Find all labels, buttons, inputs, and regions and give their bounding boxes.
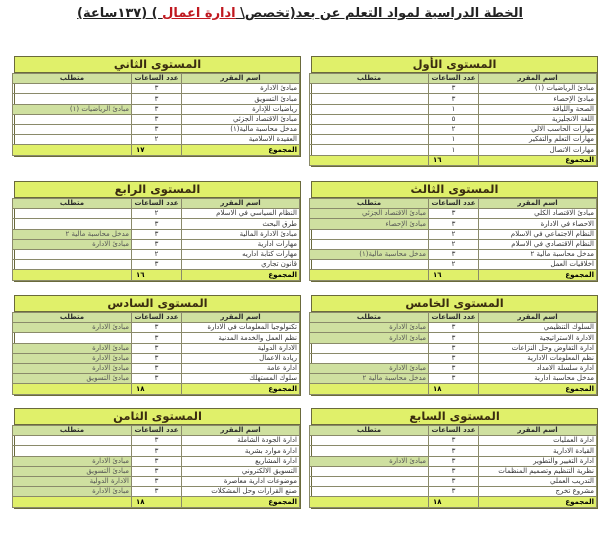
total-row	[310, 384, 597, 394]
course-prereq-cell	[310, 476, 429, 486]
total-value: ١٨	[429, 384, 479, 394]
table-row	[13, 124, 300, 134]
title-highlight: ادارة اعمال	[162, 6, 236, 21]
course-name-cell: تكنولوجيا المعلومات في الادارة	[182, 323, 300, 333]
course-name-cell: اللغة الانجليزية	[479, 114, 597, 124]
course-prereq-cell: مبادئ الرياضيات (١)	[13, 104, 132, 114]
course-prereq-cell	[310, 229, 429, 239]
course-name-cell: مبادئ الاقتصاد الكلي	[479, 209, 597, 219]
course-prereq-cell	[310, 135, 429, 145]
course-prereq-cell: مبادئ الادارة	[310, 456, 429, 466]
course-prereq-cell	[13, 135, 132, 145]
course-name-cell: موضوعات ادارية معاصرة	[182, 476, 300, 486]
course-prereq-cell	[310, 260, 429, 270]
course-hours-cell: ٣	[132, 94, 182, 104]
total-spacer	[13, 270, 132, 280]
course-name-cell: مدخل محاسبة ادارية	[479, 374, 597, 384]
course-prereq-cell: مبادئ الادارة	[13, 353, 132, 363]
table-row	[310, 343, 597, 353]
table-row	[13, 114, 300, 124]
total-spacer	[310, 497, 429, 507]
course-name-cell: الصحة واللياقة	[479, 104, 597, 114]
table-row	[310, 94, 597, 104]
table-row	[310, 260, 597, 270]
course-hours-cell: ٣	[429, 476, 479, 486]
table-row	[13, 135, 300, 145]
course-prereq-cell: مبادئ التسويق	[13, 466, 132, 476]
course-hours-cell: ٣	[429, 219, 479, 229]
table-header-row	[310, 426, 597, 436]
course-prereq-cell	[13, 219, 132, 229]
table-row	[310, 466, 597, 476]
course-name-cell: الاحصاء في الادارة	[479, 219, 597, 229]
table-header-row	[310, 74, 597, 84]
header-course-name: اسم المقرر	[182, 313, 300, 323]
table-row	[310, 363, 597, 373]
total-label: المجموع	[182, 384, 300, 394]
header-hours: عدد الساعات	[429, 199, 479, 209]
course-name-cell: مهارات كتابة اداريه	[182, 249, 300, 259]
course-hours-cell: ٣	[132, 343, 182, 353]
level-title: المستوى الثاني	[15, 57, 300, 73]
total-spacer	[310, 155, 429, 165]
course-hours-cell: ٣	[132, 466, 182, 476]
course-name-cell: ادارة موارد بشرية	[182, 446, 300, 456]
level-panel-seventh	[311, 408, 598, 509]
header-prerequisite: متطلب	[310, 426, 429, 436]
course-hours-cell: ٢	[132, 135, 182, 145]
header-hours: عدد الساعات	[429, 426, 479, 436]
course-name-cell: مبادئ الادارة	[182, 84, 300, 94]
table-row	[310, 239, 597, 249]
course-name-cell: مبادئ الاقتصاد الجزئي	[182, 114, 300, 124]
courses-table	[309, 425, 597, 508]
course-prereq-cell: مبادئ الادارة	[310, 333, 429, 343]
course-hours-cell: ٣	[429, 353, 479, 363]
title-suffix: ) (١٣٧ساعة)	[77, 6, 163, 21]
level-title: المستوى السابع	[312, 409, 597, 425]
course-hours-cell: ٣	[132, 219, 182, 229]
course-prereq-cell	[13, 209, 132, 219]
total-spacer	[13, 497, 132, 507]
table-row	[310, 124, 597, 134]
table-header-row	[13, 313, 300, 323]
course-hours-cell: ٣	[132, 456, 182, 466]
course-hours-cell: ٣	[429, 323, 479, 333]
header-hours: عدد الساعات	[429, 74, 479, 84]
title-prefix: الخطة الدراسية لمواد التعلم عن بعد(تخصص\	[235, 6, 523, 21]
table-row	[310, 353, 597, 363]
courses-table	[12, 425, 300, 508]
course-hours-cell: ٣	[132, 239, 182, 249]
course-name-cell: نظم العمل والخدمة المدنية	[182, 333, 300, 343]
course-name-cell: ريادة الاعمال	[182, 353, 300, 363]
table-row	[310, 436, 597, 446]
level-title: المستوى الثالث	[312, 182, 597, 198]
course-prereq-cell	[310, 353, 429, 363]
course-hours-cell: ٣	[132, 446, 182, 456]
course-hours-cell: ٣	[132, 84, 182, 94]
course-name-cell: الادارة الاستراتيجية	[479, 333, 597, 343]
courses-table	[12, 73, 300, 156]
course-hours-cell: ٢	[132, 249, 182, 259]
course-hours-cell: ٣	[132, 104, 182, 114]
courses-table	[309, 312, 597, 395]
course-prereq-cell: مبادئ الادارة	[13, 363, 132, 373]
table-row	[13, 260, 300, 270]
course-name-cell: نظرية التنظيم وتصميم المنظمات	[479, 466, 597, 476]
level-title: المستوى الرابع	[15, 182, 300, 198]
course-prereq-cell: مبادئ الادارة	[13, 456, 132, 466]
course-prereq-cell	[310, 114, 429, 124]
header-course-name: اسم المقرر	[479, 74, 597, 84]
total-label: المجموع	[479, 270, 597, 280]
course-prereq-cell	[310, 94, 429, 104]
total-label: المجموع	[479, 384, 597, 394]
table-row	[310, 323, 597, 333]
table-row	[310, 219, 597, 229]
course-name-cell: القيادة الادارية	[479, 446, 597, 456]
course-prereq-cell: مبادئ الادارة	[310, 323, 429, 333]
courses-table	[12, 198, 300, 281]
course-prereq-cell: الادارة الدولية	[13, 476, 132, 486]
course-prereq-cell	[310, 446, 429, 456]
course-hours-cell: ٣	[429, 466, 479, 476]
course-name-cell: نظم المعلومات الادارية	[479, 353, 597, 363]
table-row	[13, 84, 300, 94]
course-name-cell: النظام الاقتصادي في الاسلام	[479, 239, 597, 249]
level-panel-fourth	[14, 181, 301, 282]
course-name-cell: النظام السياسي في الاسلام	[182, 209, 300, 219]
course-prereq-cell	[13, 84, 132, 94]
table-row	[13, 436, 300, 446]
course-hours-cell: ٣	[132, 374, 182, 384]
course-name-cell: مهارات الحاسب الالي	[479, 124, 597, 134]
total-spacer	[310, 384, 429, 394]
course-hours-cell: ٣	[132, 476, 182, 486]
course-hours-cell: ٣	[429, 343, 479, 353]
course-hours-cell: ٣	[132, 487, 182, 497]
total-spacer	[13, 384, 132, 394]
total-value: ١٦	[429, 155, 479, 165]
course-prereq-cell	[13, 333, 132, 343]
course-prereq-cell	[310, 466, 429, 476]
header-prerequisite: متطلب	[13, 199, 132, 209]
table-row	[13, 94, 300, 104]
table-header-row	[13, 199, 300, 209]
table-header-row	[13, 426, 300, 436]
table-row	[13, 249, 300, 259]
total-row	[13, 270, 300, 280]
course-hours-cell: ٣	[429, 333, 479, 343]
table-row	[13, 363, 300, 373]
table-row	[310, 249, 597, 259]
header-course-name: اسم المقرر	[479, 313, 597, 323]
course-prereq-cell	[310, 104, 429, 114]
course-prereq-cell	[13, 94, 132, 104]
table-row	[13, 446, 300, 456]
course-hours-cell: ٣	[429, 374, 479, 384]
total-value: ١٧	[132, 145, 182, 155]
header-course-name: اسم المقرر	[479, 426, 597, 436]
course-hours-cell: ٥	[429, 114, 479, 124]
course-prereq-cell: مبادئ التسويق	[13, 374, 132, 384]
level-title: المستوى الثامن	[15, 409, 300, 425]
course-prereq-cell	[13, 124, 132, 134]
course-name-cell: ادارة سلسلة الامداد	[479, 363, 597, 373]
total-row	[13, 145, 300, 155]
table-row	[310, 104, 597, 114]
table-row	[310, 333, 597, 343]
course-hours-cell: ٢	[429, 260, 479, 270]
course-prereq-cell	[310, 436, 429, 446]
course-name-cell: مبادئ الرياضيات (١)	[479, 84, 597, 94]
total-value: ١٦	[429, 270, 479, 280]
course-prereq-cell: مبادئ الاقتصاد الجزئي	[310, 209, 429, 219]
course-prereq-cell: مدخل محاسبة مالية ٢	[310, 374, 429, 384]
course-prereq-cell	[310, 145, 429, 155]
total-label: المجموع	[479, 497, 597, 507]
table-header-row	[13, 74, 300, 84]
level-panel-second	[14, 56, 301, 157]
level-panel-fifth	[311, 295, 598, 396]
course-name-cell: اخلاقيات العمل	[479, 260, 597, 270]
header-hours: عدد الساعات	[132, 74, 182, 84]
total-row	[310, 155, 597, 165]
course-hours-cell: ٢	[132, 209, 182, 219]
course-name-cell: النظام الاجتماعي في الاسلام	[479, 229, 597, 239]
course-name-cell: ادارة الجودة الشاملة	[182, 436, 300, 446]
header-course-name: اسم المقرر	[182, 199, 300, 209]
table-row	[13, 323, 300, 333]
total-spacer	[13, 145, 132, 155]
course-prereq-cell	[13, 446, 132, 456]
header-course-name: اسم المقرر	[479, 199, 597, 209]
header-prerequisite: متطلب	[13, 426, 132, 436]
header-hours: عدد الساعات	[429, 313, 479, 323]
course-prereq-cell	[310, 239, 429, 249]
header-course-name: اسم المقرر	[182, 74, 300, 84]
header-prerequisite: متطلب	[310, 313, 429, 323]
table-row	[13, 333, 300, 343]
level-panel-first	[311, 56, 598, 167]
course-name-cell: التسويق الالكتروني	[182, 466, 300, 476]
table-row	[310, 209, 597, 219]
courses-table	[309, 198, 597, 281]
table-row	[310, 374, 597, 384]
course-prereq-cell: مبادئ الادارة	[13, 343, 132, 353]
course-hours-cell: ٣	[132, 333, 182, 343]
total-value: ١٦	[132, 270, 182, 280]
course-name-cell: ادارة التغيير والتطوير	[479, 456, 597, 466]
table-row	[310, 487, 597, 497]
course-hours-cell: ٣	[429, 446, 479, 456]
course-hours-cell: ٣	[429, 456, 479, 466]
table-row	[13, 239, 300, 249]
table-row	[13, 487, 300, 497]
table-row	[310, 446, 597, 456]
course-prereq-cell: مبادئ الإحصاء	[310, 219, 429, 229]
course-hours-cell: ٣	[429, 363, 479, 373]
header-course-name: اسم المقرر	[182, 426, 300, 436]
course-prereq-cell: مبادئ الادارة	[13, 487, 132, 497]
total-row	[310, 497, 597, 507]
table-row	[13, 229, 300, 239]
course-name-cell: ادارة عامة	[182, 363, 300, 373]
course-hours-cell: ٣	[429, 84, 479, 94]
course-hours-cell: ٣	[132, 124, 182, 134]
course-name-cell: السلوك التنظيمي	[479, 323, 597, 333]
table-row	[310, 476, 597, 486]
course-hours-cell: ٣	[132, 353, 182, 363]
table-row	[310, 135, 597, 145]
course-name-cell: مهارات الاتصال	[479, 145, 597, 155]
table-header-row	[310, 313, 597, 323]
table-row	[13, 219, 300, 229]
total-value: ١٨	[429, 497, 479, 507]
course-hours-cell: ٣	[429, 436, 479, 446]
level-panel-sixth	[14, 295, 301, 396]
course-prereq-cell	[13, 260, 132, 270]
page-title	[0, 6, 600, 21]
course-hours-cell: ٣	[132, 323, 182, 333]
course-prereq-cell: مبادئ الادارة	[13, 323, 132, 333]
table-row	[13, 209, 300, 219]
course-hours-cell: ٣	[429, 94, 479, 104]
course-name-cell: ادارة المشاريع	[182, 456, 300, 466]
course-hours-cell: ١	[429, 145, 479, 155]
course-name-cell: مهارات ادارية	[182, 239, 300, 249]
level-title: المستوى السادس	[15, 296, 300, 312]
course-name-cell: مبادئ التسويق	[182, 94, 300, 104]
course-name-cell: مبادئ الإحصاء	[479, 94, 597, 104]
course-hours-cell: ٣	[429, 249, 479, 259]
course-prereq-cell: مبادئ الادارة	[13, 239, 132, 249]
course-name-cell: مهارات التعلم والتفكير	[479, 135, 597, 145]
course-hours-cell: ٢	[429, 229, 479, 239]
total-label: المجموع	[182, 497, 300, 507]
course-name-cell: مدخل محاسبة مالية(١)	[182, 124, 300, 134]
table-row	[310, 456, 597, 466]
table-row	[13, 104, 300, 114]
total-row	[13, 384, 300, 394]
total-label: المجموع	[182, 145, 300, 155]
level-panel-third	[311, 181, 598, 282]
header-prerequisite: متطلب	[13, 313, 132, 323]
course-hours-cell: ٣	[429, 209, 479, 219]
course-prereq-cell	[310, 487, 429, 497]
courses-table	[309, 73, 597, 166]
course-hours-cell: ١	[429, 104, 479, 114]
course-prereq-cell	[310, 124, 429, 134]
table-header-row	[310, 199, 597, 209]
header-hours: عدد الساعات	[132, 313, 182, 323]
courses-table	[12, 312, 300, 395]
course-hours-cell: ٢	[429, 239, 479, 249]
level-title: المستوى الخامس	[312, 296, 597, 312]
course-name-cell: طرق البحث	[182, 219, 300, 229]
course-prereq-cell: مدخل محاسبة مالية(١)	[310, 249, 429, 259]
course-prereq-cell: مبادئ الادارة	[310, 363, 429, 373]
course-name-cell: قانون تجاري	[182, 260, 300, 270]
course-name-cell: ادارة التفاوض وحل النزاعات	[479, 343, 597, 353]
course-hours-cell: ٢	[429, 124, 479, 134]
table-row	[310, 229, 597, 239]
total-value: ١٨	[132, 497, 182, 507]
course-hours-cell: ١	[429, 135, 479, 145]
course-prereq-cell	[13, 249, 132, 259]
table-row	[13, 456, 300, 466]
total-label: المجموع	[182, 270, 300, 280]
course-name-cell: التدريب العملي	[479, 476, 597, 486]
table-row	[13, 466, 300, 476]
course-hours-cell: ٣	[132, 114, 182, 124]
course-hours-cell: ٣	[132, 363, 182, 373]
total-spacer	[310, 270, 429, 280]
course-name-cell: مدخل محاسبة مالية ٢	[479, 249, 597, 259]
level-title: المستوى الأول	[312, 57, 597, 73]
header-prerequisite: متطلب	[13, 74, 132, 84]
course-name-cell: رياضيات للإدارة	[182, 104, 300, 114]
course-hours-cell: ٣	[132, 436, 182, 446]
header-prerequisite: متطلب	[310, 74, 429, 84]
table-row	[13, 353, 300, 363]
table-row	[310, 84, 597, 94]
total-row	[13, 497, 300, 507]
course-prereq-cell: مدخل محاسبة مالية ٢	[13, 229, 132, 239]
course-name-cell: ادارة العمليات	[479, 436, 597, 446]
table-row	[310, 145, 597, 155]
table-row	[13, 343, 300, 353]
total-label: المجموع	[479, 155, 597, 165]
table-row	[13, 374, 300, 384]
total-value: ١٨	[132, 384, 182, 394]
course-name-cell: صنع القرارات وحل المشكلات	[182, 487, 300, 497]
course-hours-cell: ٣	[429, 487, 479, 497]
course-hours-cell: ٣	[132, 260, 182, 270]
course-prereq-cell	[310, 84, 429, 94]
course-name-cell: العقيدة الاسلامية	[182, 135, 300, 145]
course-name-cell: سلوك المستهلك	[182, 374, 300, 384]
header-hours: عدد الساعات	[132, 199, 182, 209]
course-hours-cell: ٣	[132, 229, 182, 239]
table-row	[13, 476, 300, 486]
course-name-cell: مبادئ الادارة المالية	[182, 229, 300, 239]
table-row	[310, 114, 597, 124]
header-prerequisite: متطلب	[310, 199, 429, 209]
course-name-cell: مشروع تخرج	[479, 487, 597, 497]
course-prereq-cell	[13, 436, 132, 446]
header-hours: عدد الساعات	[132, 426, 182, 436]
course-name-cell: الادارة الدولية	[182, 343, 300, 353]
level-panel-eighth	[14, 408, 301, 509]
total-row	[310, 270, 597, 280]
course-prereq-cell	[13, 114, 132, 124]
course-prereq-cell	[310, 343, 429, 353]
